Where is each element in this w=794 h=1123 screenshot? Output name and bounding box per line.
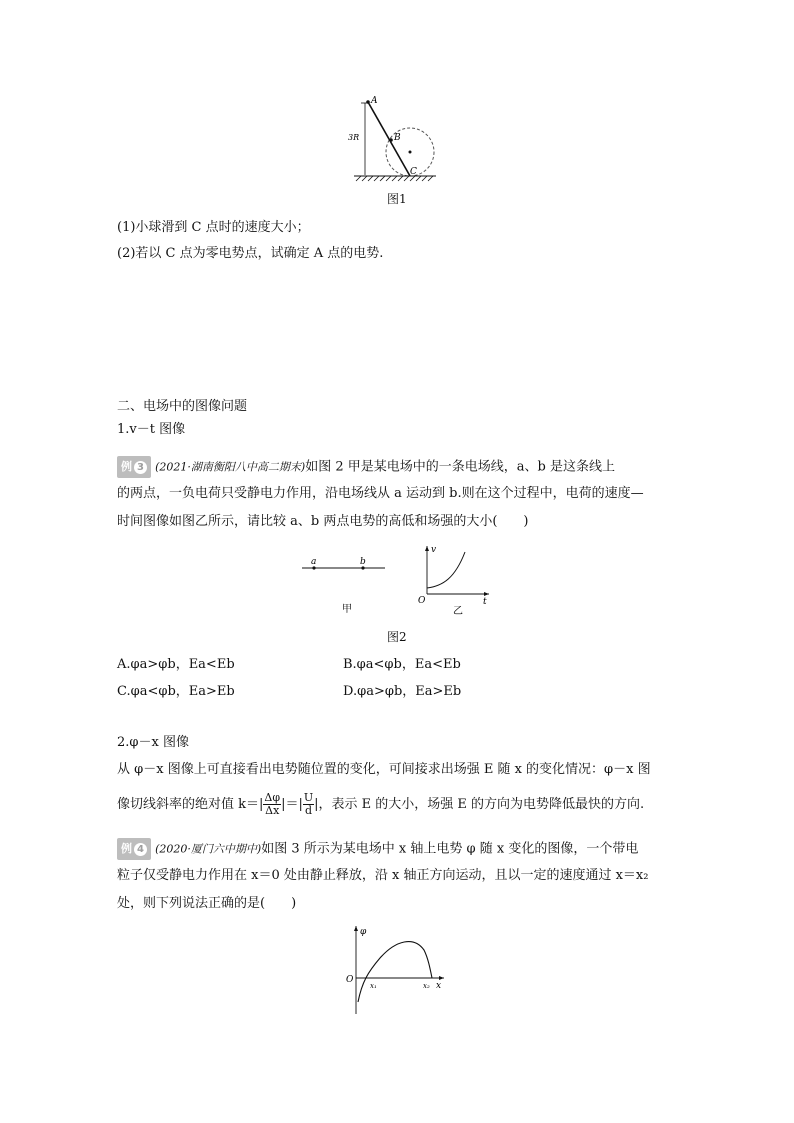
- label-b: b: [360, 557, 366, 567]
- example-4-line-1: 例 4 (2020·厦门六中期中)如图 3 所示为某电场中 x 轴上电势 φ 随 x 变化的图像，一个带电: [117, 838, 638, 860]
- subsection-vt-title: 1.v－t 图像: [117, 422, 186, 437]
- example-4-source: (2020·厦门六中期中): [155, 842, 262, 856]
- figure-1-caption: 图1: [387, 192, 407, 206]
- option-B: B.φa<φb，Ea<Eb: [343, 657, 461, 672]
- example-4-badge: 例 4: [117, 838, 151, 860]
- option-A: A.φa>φb，Ea<Eb: [117, 657, 235, 672]
- example-3-line-2: 的两点，一负电荷只受静电力作用，沿电场线从 a 运动到 b.则在这个过程中，电荷的速度—: [117, 486, 644, 501]
- label-x1: x₁: [370, 982, 377, 990]
- example-3-badge: 例 3: [117, 456, 151, 478]
- figure-2-vt-graph: [415, 542, 495, 622]
- figure-3-phi-x-graph: [340, 922, 450, 1017]
- figure-1-diagram: [340, 92, 450, 187]
- question-2: (2)若以 C 点为零电势点，试确定 A 点的电势.: [117, 246, 384, 261]
- label-C: C: [410, 167, 417, 177]
- phi-x-paragraph-line-2: 像切线斜率的绝对值 k＝| $\frac{\Delta\varphi}{\Delta x}$ |＝| $\frac{U}{d}$ |，表示 E 的大小，场强 E 的方向为电势降低最快的方向.: [117, 791, 645, 817]
- label-O-fig3: O: [346, 975, 354, 985]
- label-3R: 3R: [348, 133, 360, 142]
- label-O: O: [418, 596, 426, 606]
- fraction-U-d: $\frac{U}{d}$: [303, 791, 314, 817]
- label-B: B: [394, 133, 401, 143]
- section-2-title: 二、电场中的图像问题: [117, 399, 248, 414]
- label-t: t: [483, 597, 487, 607]
- label-x2: x₂: [423, 982, 430, 990]
- subsection-phix-title: 2.φ－x 图像: [117, 735, 189, 750]
- example-4-line-3: 处，则下列说法正确的是( ): [117, 896, 297, 911]
- fraction-dphi-dx: $\frac{\Delta\varphi}{\Delta x}$: [264, 791, 281, 817]
- label-yi: 乙: [453, 606, 463, 617]
- label-jia: 甲: [342, 604, 352, 615]
- label-phi: φ: [360, 927, 367, 937]
- example-4-line-2: 粒子仅受静电力作用在 x＝0 处由静止释放，沿 x 轴正方向运动，且以一定的速度通过 x＝x₂: [117, 868, 649, 883]
- label-x: x: [436, 981, 442, 991]
- example-3-source: (2021·湖南衡阳八中高二期末): [155, 460, 306, 474]
- example-3-line-1: 例 3 (2021·湖南衡阳八中高二期末)如图 2 甲是某电场中的一条电场线，a、b 是这条线上: [117, 456, 615, 478]
- label-A: A: [371, 96, 378, 106]
- figure-2-caption: 图2: [387, 630, 407, 644]
- option-D: D.φa>φb，Ea>Eb: [343, 684, 462, 699]
- figure-2-field-line: [300, 552, 390, 622]
- label-a: a: [311, 557, 317, 567]
- example-3-line-3: 时间图像如图乙所示，请比较 a、b 两点电势的高低和场强的大小( ): [117, 514, 529, 529]
- option-C: C.φa<φb，Ea>Eb: [117, 684, 235, 699]
- label-v: v: [431, 545, 437, 555]
- question-1: (1)小球滑到 C 点时的速度大小；: [117, 220, 310, 235]
- phi-x-paragraph-line-1: 从 φ－x 图像上可直接看出电势随位置的变化，可间接求出场强 E 随 x 的变化情况：φ－x 图: [117, 762, 651, 777]
